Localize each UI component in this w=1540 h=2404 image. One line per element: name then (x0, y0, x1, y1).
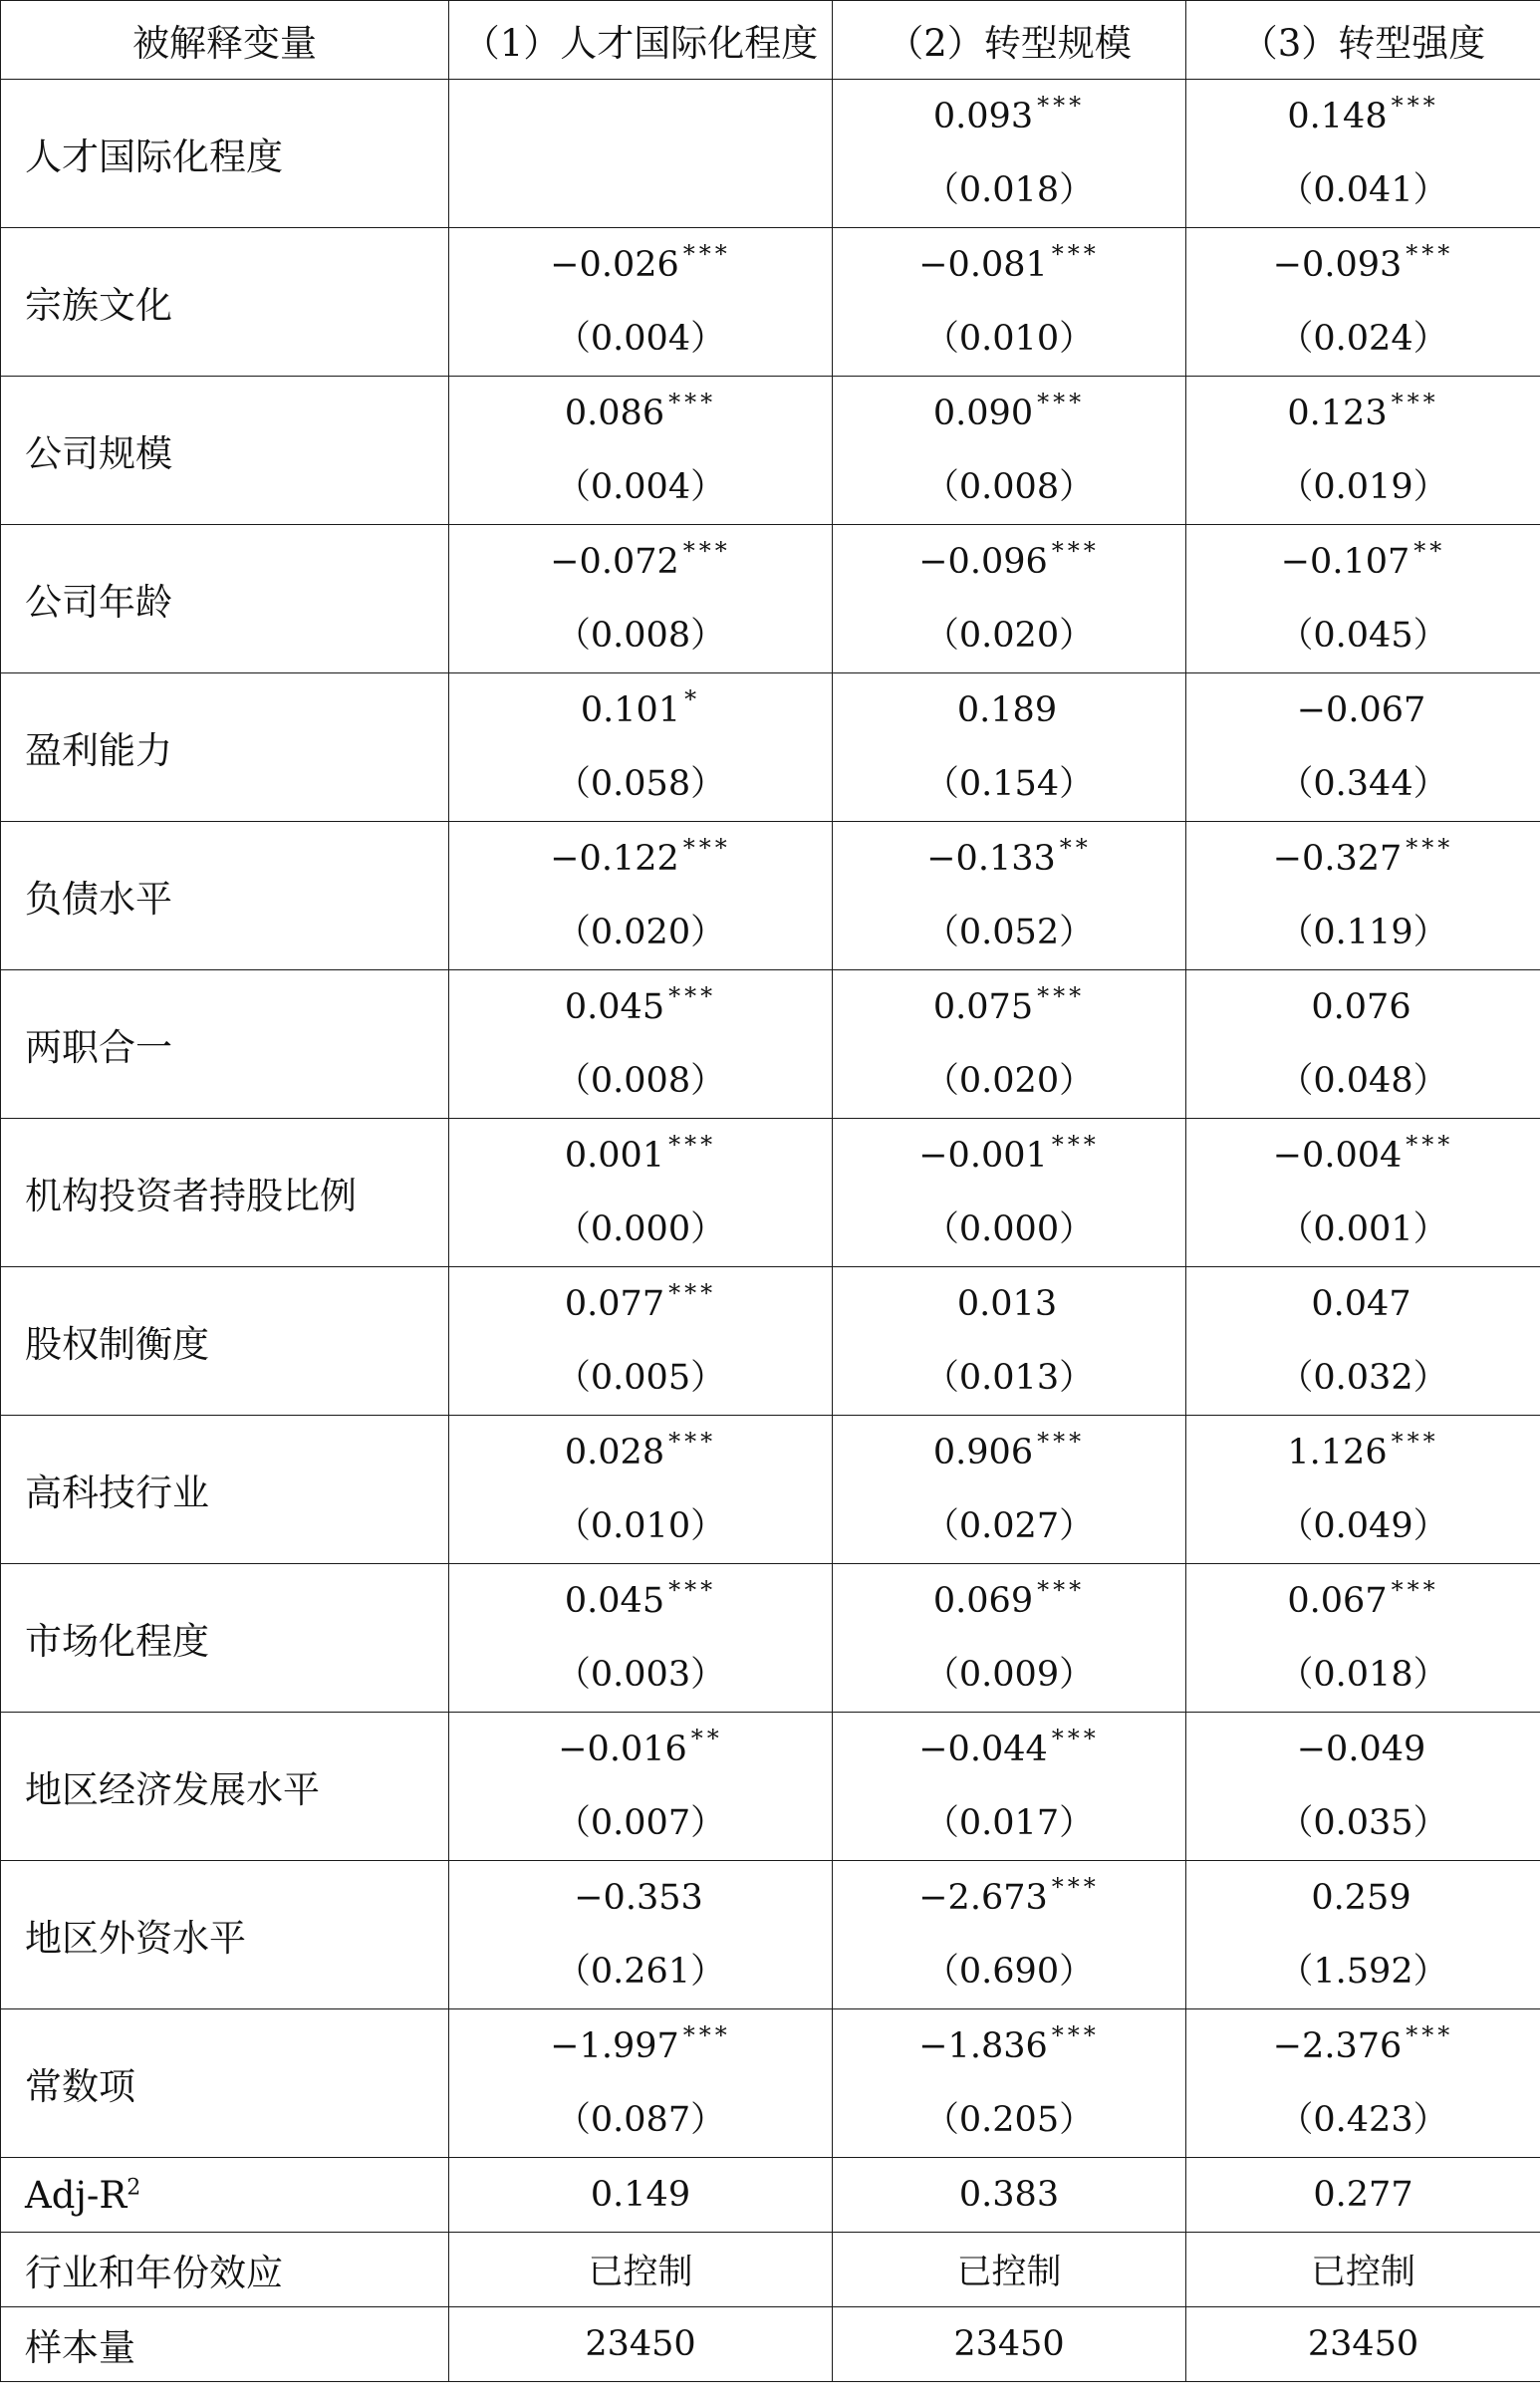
coefficient-line (1186, 377, 1540, 450)
standard-error: （1.592） (1278, 1952, 1448, 1992)
coefficient-line (449, 1713, 832, 1786)
coefficient-line (1186, 1861, 1540, 1935)
coefficient-line (1186, 228, 1540, 302)
estimate-cell (1186, 1267, 1540, 1416)
table-row (1, 673, 1540, 822)
coefficient-value: −0.016 (558, 1730, 687, 1769)
table-row (1, 1861, 1540, 2009)
adj-r2-value: 0.383 (833, 2158, 1186, 2233)
coefficient-value: 0.189 (956, 690, 1058, 730)
fixed-effects-label: 行业和年份效应 (1, 2233, 449, 2307)
estimate-cell (1186, 1861, 1540, 2009)
estimate-cell (833, 970, 1186, 1119)
table-row (1, 1267, 1540, 1416)
estimate-cell (449, 377, 833, 525)
coefficient-line (449, 970, 832, 1044)
standard-error: （0.008） (555, 616, 726, 656)
coefficient-value: 0.123 (1287, 394, 1388, 433)
standard-error: （0.013） (923, 1358, 1095, 1398)
coefficient-line (1186, 1564, 1540, 1638)
significance-stars: *** (682, 537, 731, 565)
header-dependent-variable: 被解释变量 (1, 1, 449, 80)
estimate-cell (833, 1119, 1186, 1267)
standard-error: （0.041） (1278, 170, 1448, 210)
standard-error: （0.008） (923, 467, 1095, 507)
coefficient-value: 0.045 (564, 987, 665, 1027)
coefficient-value: −2.376 (1272, 2026, 1403, 2066)
standard-error: （0.008） (555, 1061, 726, 1101)
table-row (1, 1564, 1540, 1713)
coefficient-line (833, 525, 1185, 599)
estimate-cell (449, 970, 833, 1119)
row-label: 公司规模 (1, 377, 449, 525)
significance-stars: *** (1051, 1725, 1100, 1752)
estimate-cell (1186, 970, 1540, 1119)
table-row (1, 2009, 1540, 2158)
coefficient-line (449, 822, 832, 896)
coefficient-line (449, 377, 832, 450)
significance-stars: *** (1391, 1576, 1439, 1604)
standard-error: （0.261） (555, 1952, 726, 1992)
significance-stars: *** (682, 834, 731, 862)
row-label: 公司年龄 (1, 525, 449, 673)
table-row (1, 1119, 1540, 1267)
standard-error: （0.087） (555, 2100, 726, 2140)
significance-stars: *** (668, 1428, 717, 1456)
sample-size-row (1, 2307, 1540, 2382)
coefficient-value: −0.081 (918, 245, 1048, 285)
coefficient-value: 0.101 (580, 690, 681, 730)
significance-stars: * (684, 685, 701, 713)
significance-stars: *** (668, 982, 717, 1010)
coefficient-value: 0.086 (564, 394, 665, 433)
estimate-cell (449, 1861, 833, 2009)
adj-r2-value: 0.277 (1186, 2158, 1540, 2233)
significance-stars: *** (1406, 834, 1454, 862)
coefficient-line (833, 673, 1185, 747)
coefficient-line (449, 80, 832, 153)
significance-stars: *** (668, 1279, 717, 1307)
estimate-cell (1186, 377, 1540, 525)
estimate-cell (449, 1267, 833, 1416)
coefficient-value: −0.044 (918, 1730, 1048, 1769)
estimate-cell (833, 1861, 1186, 2009)
coefficient-value: 0.045 (564, 1581, 665, 1621)
sample-size-label: 样本量 (1, 2307, 449, 2382)
standard-error: （0.005） (555, 1358, 726, 1398)
estimate-cell (449, 1119, 833, 1267)
estimate-cell (449, 822, 833, 970)
row-label: 常数项 (1, 2009, 449, 2158)
row-label: 地区外资水平 (1, 1861, 449, 2009)
fixed-effects-value: 已控制 (833, 2233, 1186, 2307)
estimate-cell (449, 1416, 833, 1564)
table-row (1, 822, 1540, 970)
coefficient-line (1186, 525, 1540, 599)
significance-stars: *** (1406, 2021, 1454, 2049)
coefficient-value: 0.013 (956, 1284, 1058, 1324)
coefficient-value: 0.090 (932, 394, 1034, 433)
coefficient-line (449, 1119, 832, 1193)
standard-error: （0.018） (1278, 1655, 1448, 1695)
standard-error: （0.017） (923, 1803, 1095, 1843)
estimate-cell (449, 80, 833, 228)
estimate-cell (449, 1564, 833, 1713)
standard-error: （0.024） (1278, 319, 1448, 359)
significance-stars: ** (690, 1725, 723, 1752)
standard-error: （0.004） (555, 319, 726, 359)
adj-r2-label (1, 2158, 449, 2233)
standard-error: （0.019） (1278, 467, 1448, 507)
standard-error: （0.119） (1278, 913, 1448, 952)
coefficient-line (1186, 970, 1540, 1044)
coefficient-line (1186, 80, 1540, 153)
coefficient-value: 0.001 (564, 1136, 665, 1176)
header-column-3: （3）转型强度 (1186, 1, 1540, 80)
estimate-cell (449, 228, 833, 377)
significance-stars: *** (1406, 240, 1454, 268)
table-row (1, 80, 1540, 228)
coefficient-line (833, 2009, 1185, 2083)
coefficient-line (1186, 2009, 1540, 2083)
row-label: 股权制衡度 (1, 1267, 449, 1416)
coefficient-value: 0.259 (1311, 1878, 1412, 1918)
coefficient-value: −0.067 (1296, 690, 1426, 730)
coefficient-line (449, 2009, 832, 2083)
significance-stars: *** (1051, 240, 1100, 268)
coefficient-value: −0.107 (1280, 542, 1411, 582)
coefficient-value: −0.049 (1296, 1730, 1426, 1769)
standard-error: （0.001） (1278, 1209, 1448, 1249)
fixed-effects-value: 已控制 (1186, 2233, 1540, 2307)
significance-stars: *** (668, 389, 717, 416)
adj-r2-value: 0.149 (449, 2158, 833, 2233)
significance-stars: ** (1413, 537, 1446, 565)
estimate-cell (1186, 2009, 1540, 2158)
significance-stars: *** (1037, 389, 1086, 416)
standard-error: （0.045） (1278, 616, 1448, 656)
standard-error: （0.010） (555, 1506, 726, 1546)
coefficient-line (1186, 673, 1540, 747)
coefficient-value: 0.093 (932, 97, 1034, 136)
coefficient-value: −1.836 (918, 2026, 1048, 2066)
significance-stars: *** (668, 1131, 717, 1159)
standard-error (449, 153, 832, 227)
coefficient-line (1186, 1416, 1540, 1489)
row-label: 盈利能力 (1, 673, 449, 822)
coefficient-value: −0.004 (1272, 1136, 1403, 1176)
header-column-2: （2）转型规模 (833, 1, 1186, 80)
significance-stars: *** (1051, 1131, 1100, 1159)
significance-stars: *** (1051, 1873, 1100, 1901)
estimate-cell (833, 1713, 1186, 1861)
significance-stars: *** (682, 240, 731, 268)
coefficient-value: 0.148 (1287, 97, 1388, 136)
standard-error: （0.000） (923, 1209, 1095, 1249)
coefficient-line (449, 1564, 832, 1638)
header-column-1: （1）人才国际化程度 (449, 1, 833, 80)
estimate-cell (1186, 80, 1540, 228)
table-row (1, 1416, 1540, 1564)
row-label: 宗族文化 (1, 228, 449, 377)
coefficient-line (833, 1416, 1185, 1489)
coefficient-value: 0.028 (564, 1433, 665, 1472)
row-label: 机构投资者持股比例 (1, 1119, 449, 1267)
standard-error: （0.048） (1278, 1061, 1448, 1101)
significance-stars: *** (1391, 92, 1439, 120)
coefficient-line (1186, 1267, 1540, 1341)
coefficient-line (833, 1119, 1185, 1193)
row-label: 市场化程度 (1, 1564, 449, 1713)
coefficient-value: −0.093 (1272, 245, 1403, 285)
estimate-cell (833, 80, 1186, 228)
coefficient-line (449, 1416, 832, 1489)
coefficient-line (449, 1861, 832, 1935)
standard-error: （0.020） (923, 616, 1095, 656)
coefficient-line (833, 1267, 1185, 1341)
standard-error: （0.007） (555, 1803, 726, 1843)
significance-stars: *** (1051, 2021, 1100, 2049)
standard-error: （0.027） (923, 1506, 1095, 1546)
header-row (1, 1, 1540, 80)
coefficient-line (1186, 822, 1540, 896)
significance-stars: *** (1391, 1428, 1439, 1456)
row-label: 地区经济发展水平 (1, 1713, 449, 1861)
estimate-cell (1186, 1564, 1540, 1713)
standard-error: （0.154） (923, 764, 1095, 804)
coefficient-value: −2.673 (918, 1878, 1048, 1918)
standard-error: （0.009） (923, 1655, 1095, 1695)
sample-size-value: 23450 (449, 2307, 833, 2382)
estimate-cell (833, 377, 1186, 525)
estimate-cell (449, 1713, 833, 1861)
standard-error: （0.004） (555, 467, 726, 507)
standard-error: （0.035） (1278, 1803, 1448, 1843)
significance-stars: *** (1037, 982, 1086, 1010)
table-row (1, 228, 1540, 377)
standard-error: （0.344） (1278, 764, 1448, 804)
coefficient-value: 0.075 (932, 987, 1034, 1027)
coefficient-line (833, 377, 1185, 450)
significance-stars: *** (1037, 1576, 1086, 1604)
coefficient-line (833, 1861, 1185, 1935)
estimate-cell (833, 673, 1186, 822)
standard-error: （0.032） (1278, 1358, 1448, 1398)
standard-error: （0.423） (1278, 2100, 1448, 2140)
significance-stars: *** (1037, 92, 1086, 120)
adj-r2-label-base: Adj-R (25, 2173, 128, 2217)
adj-r2-label-superscript: 2 (127, 2175, 141, 2201)
estimate-cell (833, 228, 1186, 377)
coefficient-value: −1.997 (550, 2026, 679, 2066)
estimate-cell (833, 2009, 1186, 2158)
coefficient-value: 0.076 (1311, 987, 1412, 1027)
row-label: 两职合一 (1, 970, 449, 1119)
estimate-cell (449, 525, 833, 673)
coefficient-line (833, 822, 1185, 896)
coefficient-value: −0.122 (550, 839, 679, 879)
estimate-cell (833, 1267, 1186, 1416)
coefficient-line (833, 80, 1185, 153)
estimate-cell (1186, 822, 1540, 970)
significance-stars: *** (1051, 537, 1100, 565)
standard-error: （0.690） (923, 1952, 1095, 1992)
coefficient-line (449, 1267, 832, 1341)
standard-error: （0.205） (923, 2100, 1095, 2140)
row-label: 负债水平 (1, 822, 449, 970)
coefficient-line (449, 673, 832, 747)
estimate-cell (1186, 1119, 1540, 1267)
coefficient-value: −0.133 (926, 839, 1056, 879)
coefficient-line (833, 1713, 1185, 1786)
estimate-cell (833, 1564, 1186, 1713)
standard-error: （0.003） (555, 1655, 726, 1695)
significance-stars: *** (682, 2021, 731, 2049)
significance-stars: ** (1059, 834, 1092, 862)
standard-error: （0.052） (923, 913, 1095, 952)
fixed-effects-row (1, 2233, 1540, 2307)
standard-error: （0.020） (923, 1061, 1095, 1101)
estimate-cell (1186, 673, 1540, 822)
table-body (1, 80, 1540, 2382)
coefficient-value: 0.047 (1311, 1284, 1412, 1324)
coefficient-line (449, 228, 832, 302)
coefficient-value: 1.126 (1287, 1433, 1388, 1472)
estimate-cell (1186, 1713, 1540, 1861)
coefficient-value: 0.069 (932, 1581, 1034, 1621)
fixed-effects-value: 已控制 (449, 2233, 833, 2307)
significance-stars: *** (1037, 1428, 1086, 1456)
significance-stars: *** (1406, 1131, 1454, 1159)
adj-r2-row (1, 2158, 1540, 2233)
estimate-cell (833, 1416, 1186, 1564)
coefficient-line (833, 970, 1185, 1044)
table-row (1, 525, 1540, 673)
standard-error: （0.058） (555, 764, 726, 804)
coefficient-value: −0.353 (574, 1878, 703, 1918)
standard-error: （0.020） (555, 913, 726, 952)
coefficient-line (1186, 1119, 1540, 1193)
estimate-cell (1186, 228, 1540, 377)
standard-error: （0.018） (923, 170, 1095, 210)
coefficient-value: −0.001 (918, 1136, 1048, 1176)
coefficient-value: −0.072 (550, 542, 679, 582)
sample-size-value: 23450 (833, 2307, 1186, 2382)
coefficient-value: −0.096 (918, 542, 1048, 582)
coefficient-line (449, 525, 832, 599)
coefficient-value: 0.067 (1287, 1581, 1388, 1621)
standard-error: （0.049） (1278, 1506, 1448, 1546)
standard-error: （0.000） (555, 1209, 726, 1249)
table-row (1, 1713, 1540, 1861)
coefficient-line (833, 228, 1185, 302)
table-row (1, 970, 1540, 1119)
estimate-cell (833, 525, 1186, 673)
row-label: 高科技行业 (1, 1416, 449, 1564)
coefficient-value: 0.077 (564, 1284, 665, 1324)
estimate-cell (1186, 525, 1540, 673)
coefficient-value: 0.906 (932, 1433, 1034, 1472)
coefficient-value: −0.026 (550, 245, 679, 285)
table-row (1, 377, 1540, 525)
standard-error: （0.010） (923, 319, 1095, 359)
estimate-cell (449, 673, 833, 822)
significance-stars: *** (1391, 389, 1439, 416)
estimate-cell (449, 2009, 833, 2158)
estimate-cell (1186, 1416, 1540, 1564)
row-label: 人才国际化程度 (1, 80, 449, 228)
estimate-cell (833, 822, 1186, 970)
coefficient-line (833, 1564, 1185, 1638)
sample-size-value: 23450 (1186, 2307, 1540, 2382)
coefficient-value: −0.327 (1272, 839, 1403, 879)
significance-stars: *** (668, 1576, 717, 1604)
coefficient-line (1186, 1713, 1540, 1786)
